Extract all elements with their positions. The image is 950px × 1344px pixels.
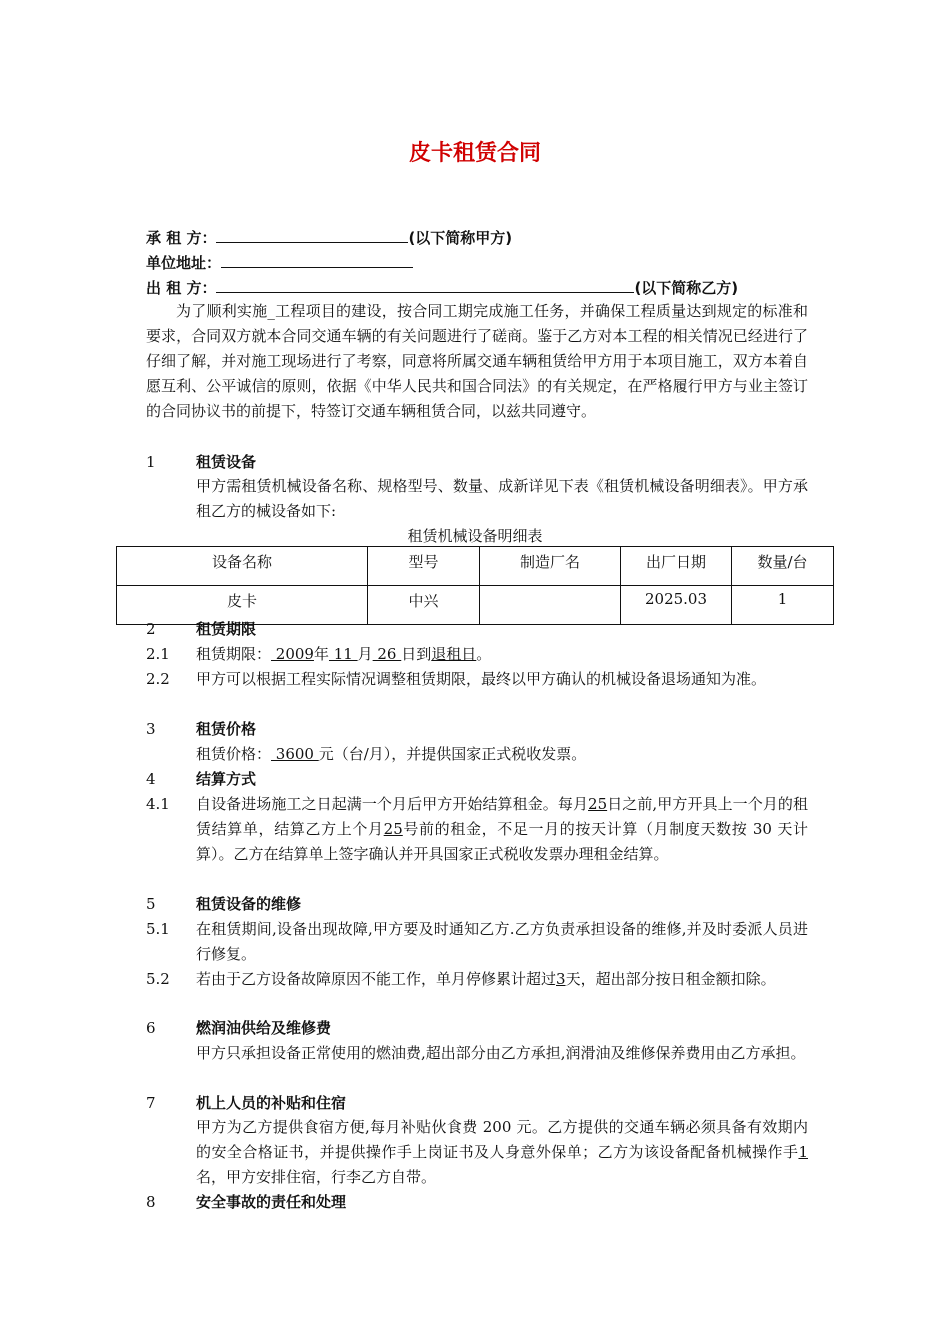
section-number: 7 <box>146 1094 156 1112</box>
clause-text <box>196 642 491 667</box>
section-title: 燃润油供给及维修费 <box>196 1019 332 1037</box>
price-label: 租赁价格： <box>196 745 272 763</box>
table-caption: 租赁机械设备明细表 <box>407 527 543 545</box>
repair-days: 3 <box>556 970 566 988</box>
section-number: 1 <box>146 453 156 471</box>
operator-count: 1 <box>798 1143 808 1161</box>
settlement-text: 号前的租金，不足一月的按天计算（月制度天数按 30 天计算）。乙方在结算单上签字确认并开具国家正式税收发票办理租金结算。 <box>196 820 808 863</box>
header-cell: 出厂日期 <box>621 547 732 586</box>
settlement-day: 25 <box>588 795 608 813</box>
repair-text: 若由于乙方设备故障原因不能工作，单月停修累计超过 <box>196 970 557 988</box>
section-number: 4 <box>146 770 156 788</box>
clause-5-1-text: 在租赁期间,设备出现故障,甲方要及时通知乙方.乙方负责承担设备的维修,并及时委派人员进行修复。 <box>196 920 808 963</box>
lease-term-label: 租赁期限： <box>196 645 272 663</box>
clause-number: 2.1 <box>146 645 170 663</box>
personnel-text: 名，甲方安排住宿，行李乙方自带。 <box>196 1168 437 1186</box>
header-cell: 型号 <box>368 547 480 586</box>
settlement-text: 日之前,甲方开具上一个月的租赁结算单，结算乙方上个月 <box>196 795 808 838</box>
table-cell <box>480 586 621 625</box>
section-number: 3 <box>146 720 156 738</box>
section-3-body <box>196 742 808 767</box>
intro-paragraph: 为了顺利实施_工程项目的建设，按合同工期完成施工任务，并确保工程质量达到规定的标准和要求，合同双方就本合同交通车辆的有关问题进行了磋商。鉴于乙方对本工程的相关情况已经进行了仔细了解，并对施工现场进行了考察，同意将所属交通车辆租赁给甲方用于本项目施工，双方本着自愿互利、公平诚信的原则，依据《中华人民共和国合同法》的有关规定，在严格履行甲方与业主签订的合同协议书的前提下，特签订交通车辆租赁合同，以兹共同遵守。 <box>146 302 808 420</box>
settlement-text: 自设备进场施工之日起满一个月后甲方开始结算租金。每月 <box>196 795 589 813</box>
clause-number: 5.2 <box>146 970 170 988</box>
lessee-label: 承 租 方： <box>146 229 217 247</box>
table-cell: 1 <box>732 586 834 625</box>
lease-end: 退租日 <box>431 645 477 663</box>
section-title: 机上人员的补贴和住宿 <box>196 1094 347 1112</box>
clause-2-2-text: 甲方可以根据工程实际情况调整租赁期限，最终以甲方确认的机械设备退场通知为准。 <box>196 670 767 688</box>
clause-number: 4.1 <box>146 795 170 813</box>
section-title: 租赁价格 <box>196 720 257 738</box>
document-title: 皮卡租赁合同 <box>408 141 541 166</box>
lessor-label: 出 租 方： <box>146 279 217 297</box>
section-number: 2 <box>146 620 156 638</box>
year-unit: 年 <box>313 645 329 663</box>
table-cell: 皮卡 <box>117 586 368 625</box>
table-cell: 2025.03 <box>621 586 732 625</box>
month-unit: 月 <box>357 645 373 663</box>
section-number: 5 <box>146 895 156 913</box>
header-cell: 设备名称 <box>117 547 368 586</box>
personnel-text: 甲方为乙方提供食宿方便,每月补贴伙食费 200 元。乙方提供的交通车辆必须具备有效期内的安全合格证书，并提供操作手上岗证书及人身意外保单；乙方为该设备配备机械操作手 <box>196 1118 808 1161</box>
lease-day: 26 <box>372 645 402 663</box>
section-title: 租赁期限 <box>196 620 257 638</box>
address-label: 单位地址： <box>146 254 222 272</box>
section-title: 结算方式 <box>196 770 257 788</box>
clause-number: 5.1 <box>146 920 170 938</box>
day-unit: 日到 <box>401 645 432 663</box>
section-7-body <box>196 1115 808 1190</box>
lessee-blank[interactable] <box>216 227 408 243</box>
lessee-line <box>146 226 512 251</box>
section-title: 租赁设备的维修 <box>196 895 302 913</box>
address-line <box>146 251 413 276</box>
repair-text: 天，超出部分按日租金额扣除。 <box>565 970 776 988</box>
section-title: 租赁设备 <box>196 453 257 471</box>
lessee-suffix: (以下简称甲方) <box>408 229 513 247</box>
equipment-table <box>116 546 834 625</box>
clause-4-1-text <box>196 792 808 867</box>
header-cell: 制造厂名 <box>480 547 621 586</box>
table-cell: 中兴 <box>368 586 480 625</box>
clause-end: 。 <box>476 645 492 663</box>
table-header-row <box>117 547 834 586</box>
clause-5-2-text <box>196 967 808 992</box>
lessor-blank[interactable] <box>216 277 634 293</box>
section-6-body: 甲方只承担设备正常使用的燃油费,超出部分由乙方承担,润滑油及维修保养费用由乙方承担。 <box>196 1044 806 1062</box>
section-number: 6 <box>146 1019 156 1037</box>
clause-number: 2.2 <box>146 670 170 688</box>
lessor-suffix: (以下简称乙方) <box>634 279 739 297</box>
header-cell: 数量/台 <box>732 547 834 586</box>
lessor-line <box>146 276 738 301</box>
price-text: 元（台/月），并提供国家正式税收发票。 <box>318 745 587 763</box>
section-title: 安全事故的责任和处理 <box>196 1193 347 1211</box>
lease-year: 2009 <box>271 645 314 663</box>
section-1-body: 甲方需租赁机械设备名称、规格型号、数量、成新详见下表《租赁机械设备明细表》。甲方承租乙方的械设备如下: <box>196 477 808 520</box>
price-value: 3600 <box>271 745 319 763</box>
address-blank[interactable] <box>221 252 413 268</box>
settlement-cutoff: 25 <box>383 820 403 838</box>
lease-month: 11 <box>328 645 358 663</box>
section-number: 8 <box>146 1193 156 1211</box>
